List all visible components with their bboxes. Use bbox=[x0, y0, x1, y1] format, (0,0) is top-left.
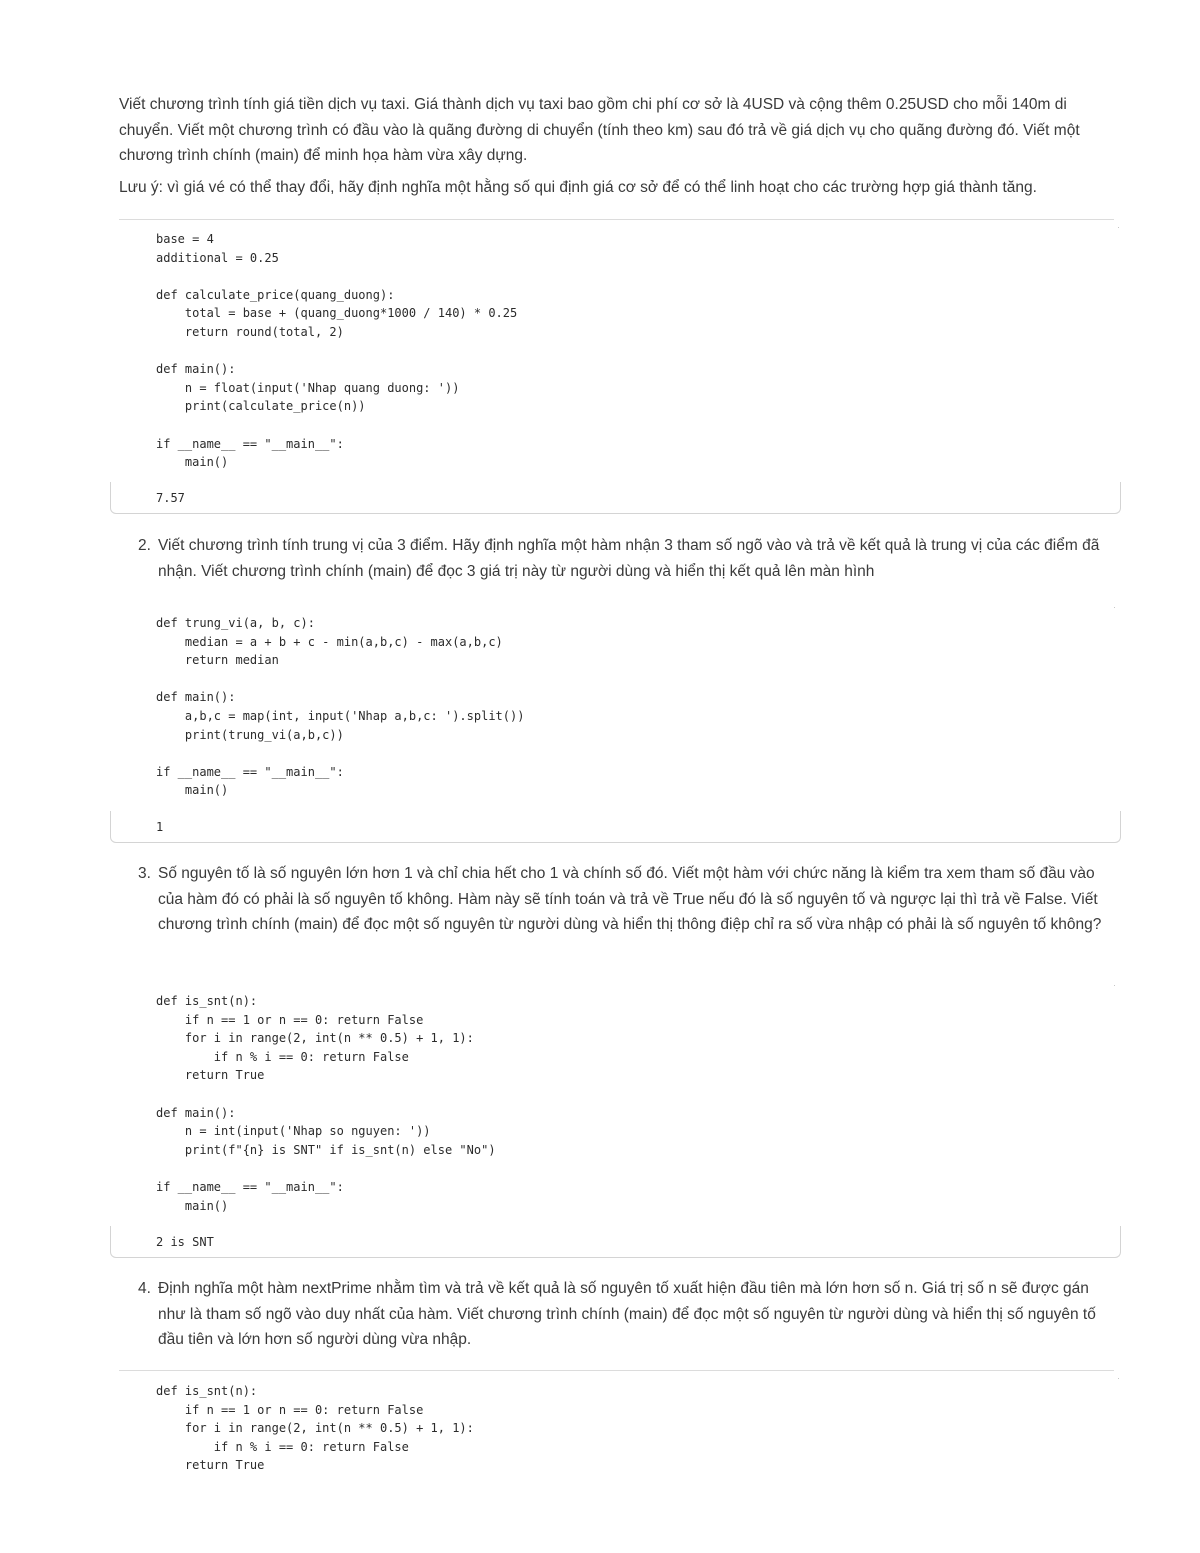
cell-marker: · bbox=[1117, 1373, 1120, 1383]
code-block-2: def trung_vi(a, b, c): median = a + b + c - min(a,b,c) - max(a,b,c) return median def main(): a,b,c = map(int, input('Nhap a,b,c: ').split()) print(trung_vi(a,b,c)) if __name__ == "__main__": main() bbox=[156, 616, 525, 798]
cell-marker: · bbox=[1113, 602, 1116, 612]
intro-note: Lưu ý: vì giá vé có thể thay đổi, hãy định nghĩa một hằng số qui định giá cơ sở để có thể linh hoạt cho các trường hợp giá thành tăng. bbox=[119, 179, 1037, 196]
question-text-2: Viết chương trình tính trung vị của 3 điểm. Hãy định nghĩa một hàm nhận 3 tham số ngõ vào và trả về kết quả là trung vị của các điểm đã nhận. Viết chương trình chính (main) để đọc 3 giá trị này từ người dùng và hiển thị kết quả lên màn hình bbox=[158, 537, 1100, 580]
question-text-3: Số nguyên tố là số nguyên lớn hơn 1 và chỉ chia hết cho 1 và chính số đó. Viết một hàm với chức năng là kiểm tra xem tham số đầu vào của hàm đó có phải là số nguyên tố không. Hàm này sẽ tính toán và trả về True nếu đó là số nguyên tố và ngược lại thì trả về False. Viết chương trình chính (main) để đọc một số nguyên từ người dùng và hiển thị thông điệp chỉ ra số vừa nhập có phải là số nguyên tố không? bbox=[158, 865, 1102, 933]
intro-paragraph: Viết chương trình tính giá tiền dịch vụ taxi. Giá thành dịch vụ taxi bao gồm chi phí cơ sở là 4USD và cộng thêm 0.25USD cho mỗi 140m di chuyển. Viết một chương trình có đầu vào là quãng đường di chuyển (tính theo km) sau đó trả về giá dịch vụ cho quãng đường đó. Viết một chương trình chính (main) để minh họa hàm vừa xây dựng. bbox=[119, 96, 1080, 164]
question-number-3: 3. bbox=[138, 865, 151, 882]
question-number-4: 4. bbox=[138, 1280, 151, 1297]
output-box-3 bbox=[110, 1226, 1121, 1258]
question-number-2: 2. bbox=[138, 537, 151, 554]
code-block-1: base = 4 additional = 0.25 def calculate_price(quang_duong): total = base + (quang_duong*1000 / 140) * 0.25 return round(total, 2) def main(): n = float(input('Nhap quang duong: ')) print(calculate_price(n)) if __name__ == "__main__": main() bbox=[156, 232, 518, 470]
output-box-1 bbox=[110, 482, 1121, 514]
divider bbox=[119, 219, 1114, 220]
output-text-2: 1 bbox=[156, 820, 164, 834]
cell-marker: · bbox=[1117, 222, 1120, 232]
output-box-2 bbox=[110, 811, 1121, 843]
question-text-4: Định nghĩa một hàm nextPrime nhằm tìm và trả về kết quả là số nguyên tố xuất hiện đầu tiên mà lớn hơn số n. Giá trị số n sẽ được gán như là tham số ngõ vào duy nhất của hàm. Viết chương trình chính (main) để đọc một số nguyên từ người dùng và hiển thị số nguyên tố đầu tiên và lớn hơn số người dùng vừa nhập. bbox=[158, 1280, 1096, 1348]
code-block-4: def is_snt(n): if n == 1 or n == 0: return False for i in range(2, int(n ** 0.5) + 1, 1): if n % i == 0: return False return True bbox=[156, 1384, 474, 1473]
code-block-3: def is_snt(n): if n == 1 or n == 0: return False for i in range(2, int(n ** 0.5) + 1, 1): if n % i == 0: return False return True def main(): n = int(input('Nhap so nguyen: ')) print(f"{n} is SNT" if is_snt(n) else "No") if __name__ == "__main__": main() bbox=[156, 994, 496, 1213]
cell-marker: · bbox=[1113, 980, 1116, 990]
divider bbox=[119, 1370, 1114, 1371]
output-text-1: 7.57 bbox=[156, 491, 185, 505]
output-text-3: 2 is SNT bbox=[156, 1235, 214, 1249]
